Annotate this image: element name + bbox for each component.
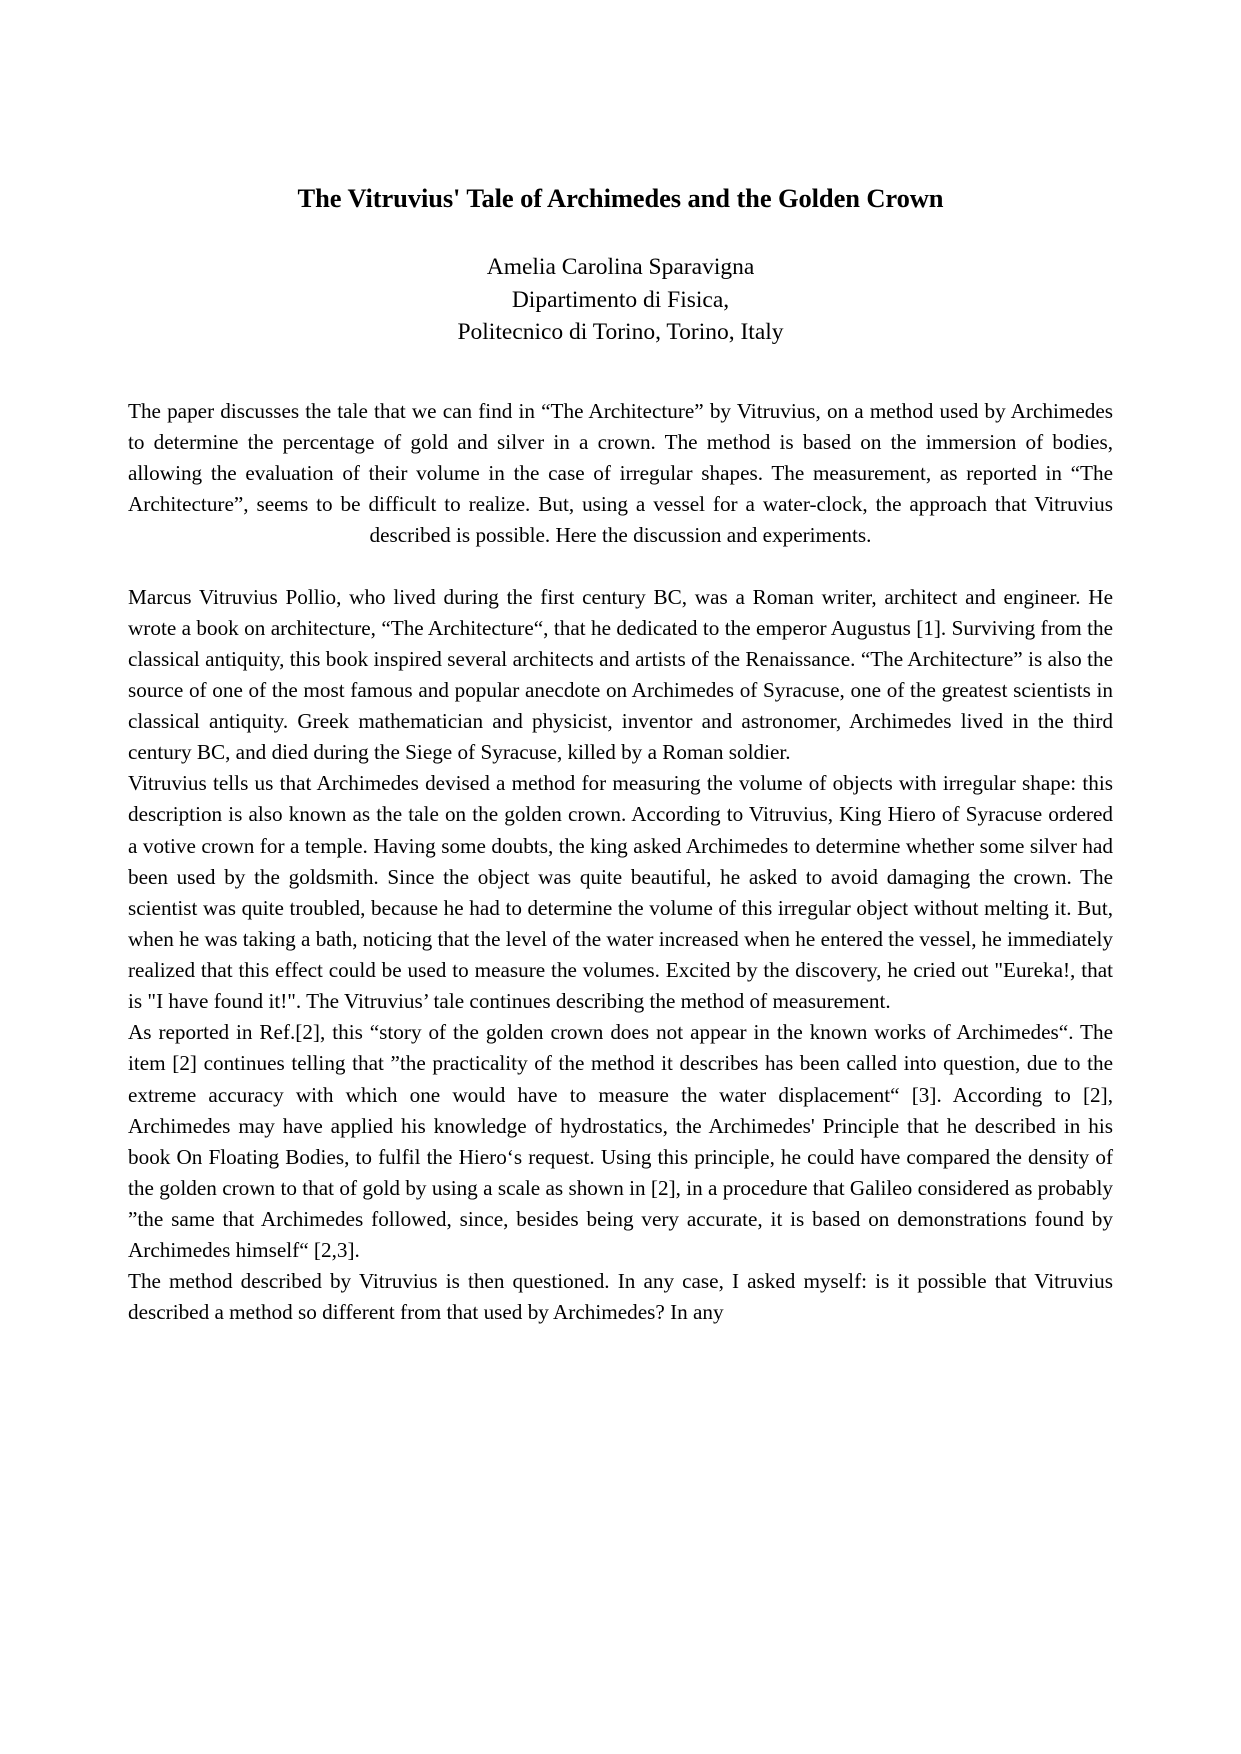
abstract-text: The paper discusses the tale that we can find in “The Architecture” by Vitruvius, on a method used by Archimedes to determine the percentage of gold and silver in a crown. The method is based on the immersion of bodies, allowing the evaluation of their volume in the case of irregular shapes. The measurement, as reported in “The Architecture”, seems to be difficult to realize. But, using a vessel for a water-clock, the approach that Vitruvius described is possible. Here the discussion and experiments. xyxy=(128,398,1113,548)
body-paragraph-3: As reported in Ref.[2], this “story of the golden crown does not appear in the known works of Archimedes“. The item [2] continues telling that ”the practicality of the method it describes has been called into question, due to the extreme accuracy with which one would have to measure the water displacement“ [3]. According to [2], Archimedes may have applied his knowledge of hydrostatics, the Archimedes' Principle that he described in his book On Floating Bodies, to fulfil the Hiero‘s request. Using this principle, he could have compared the density of the golden crown to that of gold by using a scale as shown in [2], in a procedure that Galileo considered as probably ”the same that Archimedes followed, since, besides being very accurate, it is based on demonstrations found by Archimedes himself“ [2,3]. xyxy=(128,1020,1113,1263)
page-content xyxy=(128,0,1113,1329)
body-paragraph-1: Marcus Vitruvius Pollio, who lived during the first century BC, was a Roman writer, architect and engineer. He wrote a book on architecture, “The Architecture“, that he dedicated to the emperor Augustus [1]. Surviving from the classical antiquity, this book inspired several architects and artists of the Renaissance. “The Architecture” is also the source of one of the most famous and popular anecdote on Archimedes of Syracuse, one of the greatest scientists in classical antiquity. Greek mathematician and physicist, inventor and astronomer, Archimedes lived in the third century BC, and died during the Siege of Syracuse, killed by a Roman soldier. xyxy=(128,584,1113,765)
page-title: The Vitruvius' Tale of Archimedes and the Golden Crown xyxy=(297,183,944,213)
author-department: Dipartimento di Fisica, xyxy=(511,286,730,313)
author-block xyxy=(128,251,1113,348)
author-institution: Politecnico di Torino, Torino, Italy xyxy=(457,319,784,346)
author-name: Amelia Carolina Sparavigna xyxy=(486,254,755,281)
body-paragraph-2: Vitruvius tells us that Archimedes devised a method for measuring the volume of objects with irregular shape: this description is also known as the tale on the golden crown. According to Vitruvius, King Hiero of Syracuse ordered a votive crown for a temple. Having some doubts, the king asked Archimedes to determine whether some silver had been used by the goldsmith. Since the object was quite beautiful, he asked to avoid damaging the crown. The scientist was quite troubled, because he had to determine the volume of this irregular object without melting it. But, when he was taking a bath, noticing that the level of the water increased when he entered the vessel, he immediately realized that this effect could be used to measure the volumes. Excited by the discovery, he cried out "Eureka!, that is "I have found it!". The Vitruvius’ tale continues describing the method of measurement. xyxy=(128,771,1113,1014)
body-text xyxy=(128,582,1113,1329)
body-paragraph-4: The method described by Vitruvius is then questioned. In any case, I asked myself: is it possible that Vitruvius described a method so different from that used by Archimedes? In any xyxy=(128,1269,1113,1325)
